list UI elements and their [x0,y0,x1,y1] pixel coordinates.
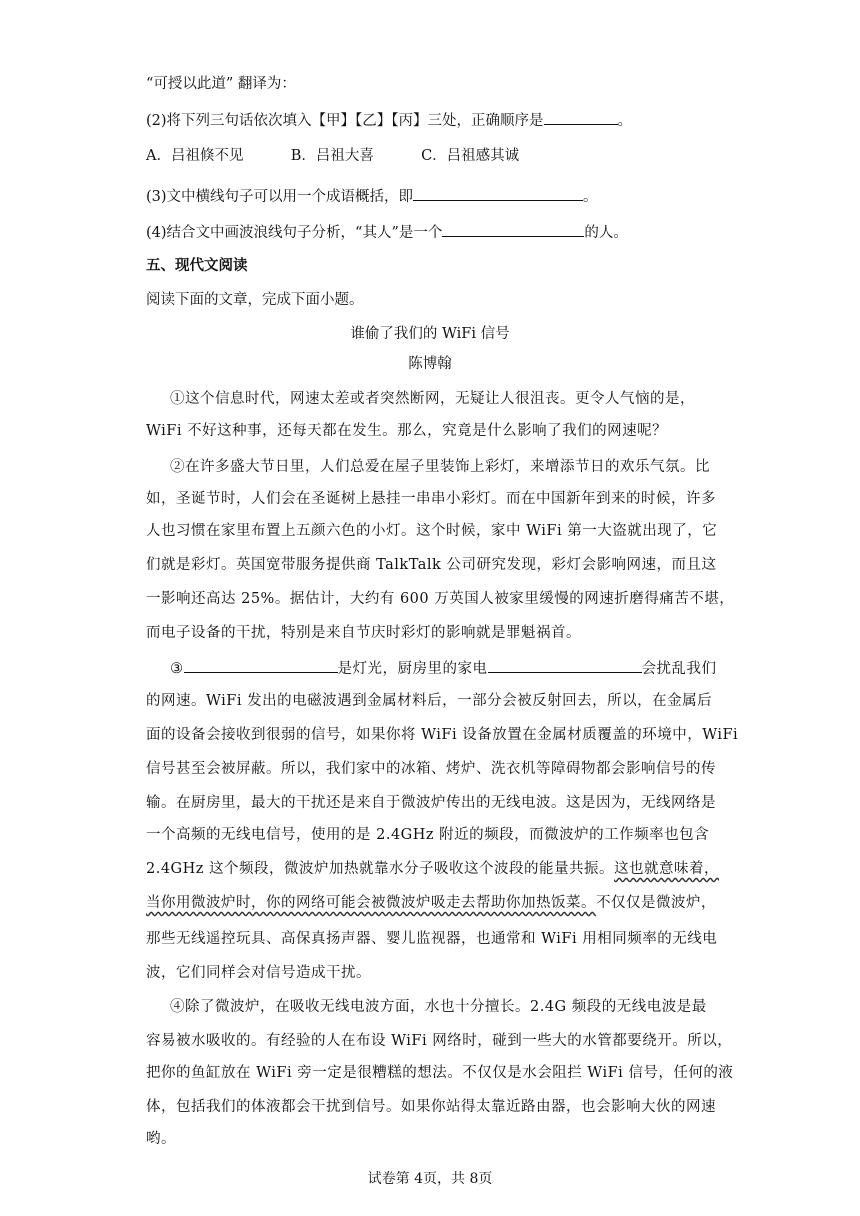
question-2-end: 。 [617,113,633,129]
question-2 [146,108,632,131]
section-heading: 五、现代文阅读 [146,258,248,274]
page-footer: 试卷第 4页，共 8页 [367,1171,493,1187]
paragraph-2-line: 们就是彩灯。英国宽带服务提供商 TalkTalk 公司研究发现，彩灯会影响网速，而且这 [146,557,717,573]
option-a: A．吕祖倏不见 [146,148,244,164]
paragraph-1-line: WiFi 不好这种事，还每天都在发生。那么，究竟是什么影响了我们的网速呢？ [146,423,668,439]
paragraph-2-line: 而电子设备的干扰，特别是来自节庆时彩灯的影响就是罪魁祸首。 [146,625,581,641]
paragraph-3-first-line [170,656,738,680]
article-title: 谁偷了我们的 WiFi 信号 [350,326,510,342]
answer-blank[interactable] [544,108,618,125]
paragraph-3-line: 一个高频的无线电信号，使用的是 2.4GHz 附近的频段，而微波炉的工作频率也包含 [146,827,710,843]
answer-blank[interactable] [488,656,642,673]
wavy-underlined-text: 这也就意味着， [614,861,720,877]
question-4 [146,220,628,243]
paragraph-4-line: 哟。 [146,1131,176,1147]
paragraph-3-line: 输。在厨房里，最大的干扰还是来自于微波炉传出的无线电波。这是因为，无线网络是 [146,795,716,811]
article-author: 陈博翰 [408,356,452,372]
paragraph-2-line: 如，圣诞节时，人们会在圣诞树上悬挂一串串小彩灯。而在中国新年到来的时候，许多 [146,491,716,507]
paragraph-4-line: ④除了微波炉，在吸收无线电波方面，水也十分擅长。2.4G 频段的无线电波是最 [170,999,707,1015]
paragraph-3-line [146,892,714,914]
question-4-text: (4)结合文中画波浪线句子分析，“其人”是一个 [146,225,443,241]
question-4-end: 的人。 [584,225,628,241]
paragraph-3-end: 会扰乱我们 [641,661,717,677]
question-2-options [146,146,519,166]
paragraph-3-line: 信号甚至会被屏蔽。所以，我们家中的冰箱、烤炉、洗衣机等障碍物都会影响信号的传 [146,761,716,777]
paragraph-number: ③ [170,661,184,677]
paragraph-1-line: ①这个信息时代，网速太差或者突然断网，无疑让人很沮丧。更令人气恼的是， [170,391,695,407]
wavy-underlined-text: 当你用微波炉时，你的网络可能会被微波炉吸走去帮助你加热饭菜。 [146,895,596,911]
answer-blank[interactable] [413,184,583,201]
paragraph-3-line: 波，它们同样会对信号造成干扰。 [146,965,371,981]
option-c: C．吕祖感其诚 [421,148,520,164]
question-3-end: 。 [583,189,598,205]
question-3 [146,184,598,207]
paragraph-4-line: 容易被水吸收的。有经验的人在布设 WiFi 网络时，碰到一些大的水管都要绕开。所以， [146,1033,733,1049]
paragraph-2-line: 人也习惯在家里布置上五颜六色的小灯。这个时候，家中 WiFi 第一大盗就出现了，它 [146,523,718,539]
paragraph-3-text: 2.4GHz 这个频段，微波炉加热就靠水分子吸收这个波段的能量共振。 [146,861,615,877]
paragraph-4-line: 体，包括我们的体液都会干扰到信号。如果你站得太靠近路由器，也会影响大伙的网速 [146,1099,716,1115]
paragraph-3-line: 那些无线遥控玩具、高保真扬声器、婴儿监视器，也通常和 WiFi 用相同频率的无线电 [146,931,718,947]
paragraph-3-mid: 是灯光，厨房里的家电 [337,661,488,677]
paragraph-3-line: 的网速。WiFi 发出的电磁波遇到金属材料后，一部分会被反射回去，所以，在金属后 [146,693,713,709]
question-2-text: (2)将下列三句话依次填入【甲】【乙】【丙】三处，正确顺序是 [146,113,544,129]
paragraph-2-line: 一影响还高达 25%。据估计，大约有 600 万英国人被家里缓慢的网速折磨得痛苦不堪， [146,591,735,607]
answer-blank[interactable] [442,220,584,237]
paragraph-4-line: 把你的鱼缸放在 WiFi 旁一定是很糟糕的想法。不仅仅是水会阻拦 WiFi 信号，任何的液 [146,1065,734,1081]
question-3-text: (3)文中横线句子可以用一个成语概括，即 [146,189,414,205]
answer-blank[interactable] [184,656,338,673]
paragraph-3-text: 不仅仅是微波炉， [596,895,716,911]
option-b: B．吕祖大喜 [290,148,374,164]
paragraph-2-line: ②在许多盛大节日里，人们总爱在屋子里装饰上彩灯，来增添节日的欢乐气氛。比 [170,459,710,475]
paragraph-3-line [146,858,720,880]
instruction: 阅读下面的文章，完成下面小题。 [146,292,364,308]
paragraph-3-line: 面的设备会接收到很弱的信号，如果你将 WiFi 设备放置在金属材质覆盖的环境中，WiFi [146,727,739,743]
question-tail: “可授以此道” 翻译为： [146,76,296,92]
